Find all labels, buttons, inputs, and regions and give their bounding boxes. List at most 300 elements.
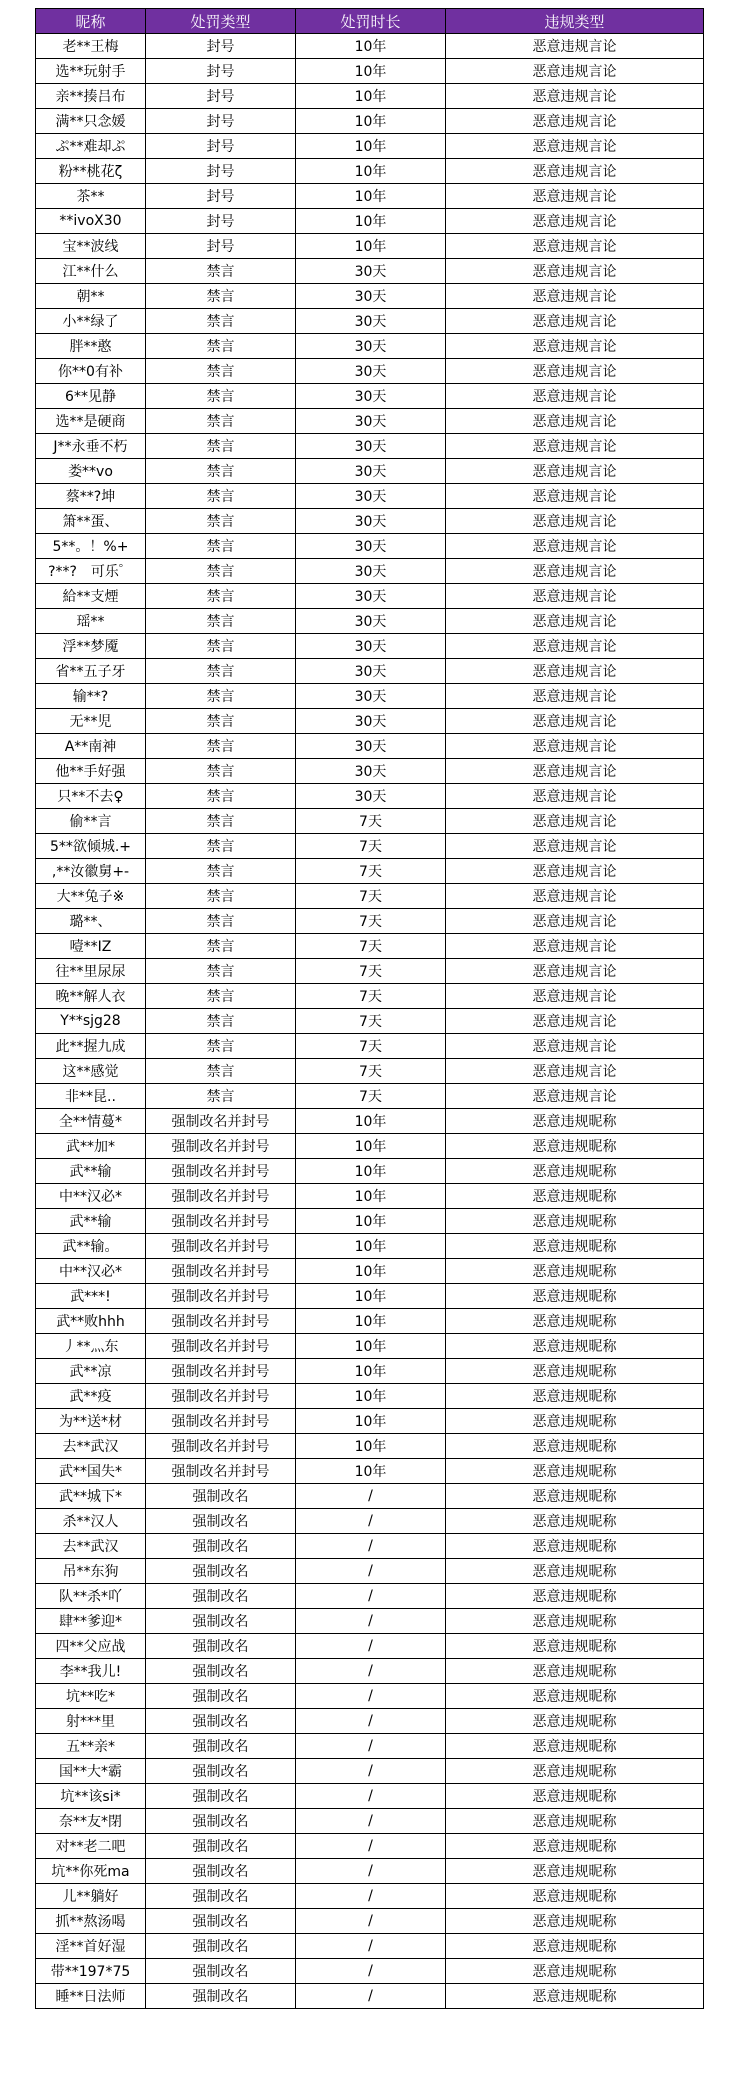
cell-violation-type: 恶意违规昵称 xyxy=(446,1159,704,1184)
cell-nickname: 儿**躺好 xyxy=(36,1884,146,1909)
cell-nickname: 朝** xyxy=(36,284,146,309)
cell-penalty-duration: 10年 xyxy=(296,1409,446,1434)
cell-penalty-duration: 10年 xyxy=(296,84,446,109)
cell-penalty-duration: 30天 xyxy=(296,559,446,584)
table-row xyxy=(36,159,704,184)
cell-nickname: Y**sjg28 xyxy=(36,1009,146,1034)
cell-penalty-type: 封号 xyxy=(146,234,296,259)
cell-violation-type: 恶意违规昵称 xyxy=(446,1184,704,1209)
cell-nickname: 输**? xyxy=(36,684,146,709)
cell-penalty-type: 强制改名并封号 xyxy=(146,1359,296,1384)
cell-penalty-type: 禁言 xyxy=(146,959,296,984)
cell-penalty-type: 强制改名 xyxy=(146,1909,296,1934)
cell-nickname: 武**城下* xyxy=(36,1484,146,1509)
table-row xyxy=(36,1384,704,1409)
cell-nickname: 5**欲倾城.+ xyxy=(36,834,146,859)
cell-penalty-type: 强制改名 xyxy=(146,1784,296,1809)
cell-nickname: J**永垂不朽 xyxy=(36,434,146,459)
cell-penalty-type: 强制改名并封号 xyxy=(146,1234,296,1259)
cell-penalty-type: 强制改名并封号 xyxy=(146,1309,296,1334)
cell-penalty-duration: 10年 xyxy=(296,1259,446,1284)
table-row xyxy=(36,734,704,759)
cell-penalty-type: 禁言 xyxy=(146,709,296,734)
table-row xyxy=(36,84,704,109)
cell-nickname: 只**不去♀ xyxy=(36,784,146,809)
table-row xyxy=(36,1809,704,1834)
cell-penalty-duration: 10年 xyxy=(296,1384,446,1409)
cell-penalty-duration: / xyxy=(296,1484,446,1509)
cell-penalty-type: 禁言 xyxy=(146,434,296,459)
table-row xyxy=(36,1109,704,1134)
cell-violation-type: 恶意违规言论 xyxy=(446,709,704,734)
cell-penalty-duration: / xyxy=(296,1884,446,1909)
table-row xyxy=(36,259,704,284)
cell-nickname: 武**输 xyxy=(36,1209,146,1234)
cell-penalty-type: 强制改名并封号 xyxy=(146,1134,296,1159)
cell-penalty-duration: / xyxy=(296,1909,446,1934)
cell-penalty-duration: 10年 xyxy=(296,1309,446,1334)
cell-nickname: 5**。！%+ xyxy=(36,534,146,559)
cell-penalty-duration: 7天 xyxy=(296,859,446,884)
cell-penalty-type: 强制改名并封号 xyxy=(146,1109,296,1134)
cell-penalty-type: 禁言 xyxy=(146,634,296,659)
cell-violation-type: 恶意违规言论 xyxy=(446,884,704,909)
cell-penalty-duration: 10年 xyxy=(296,1134,446,1159)
cell-penalty-duration: / xyxy=(296,1509,446,1534)
table-row xyxy=(36,184,704,209)
cell-violation-type: 恶意违规昵称 xyxy=(446,1784,704,1809)
cell-nickname: ?**? 可乐゜ xyxy=(36,559,146,584)
cell-penalty-type: 禁言 xyxy=(146,809,296,834)
cell-violation-type: 恶意违规言论 xyxy=(446,409,704,434)
cell-penalty-type: 禁言 xyxy=(146,684,296,709)
punishment-table-container xyxy=(35,8,703,2009)
cell-violation-type: 恶意违规昵称 xyxy=(446,1559,704,1584)
cell-penalty-duration: 10年 xyxy=(296,1284,446,1309)
cell-penalty-type: 禁言 xyxy=(146,859,296,884)
cell-penalty-duration: 7天 xyxy=(296,809,446,834)
cell-penalty-duration: 10年 xyxy=(296,1209,446,1234)
table-row xyxy=(36,1859,704,1884)
cell-penalty-duration: 30天 xyxy=(296,534,446,559)
cell-penalty-duration: 10年 xyxy=(296,1234,446,1259)
cell-penalty-type: 封号 xyxy=(146,84,296,109)
cell-nickname: 抓**熬汤喝 xyxy=(36,1909,146,1934)
cell-violation-type: 恶意违规言论 xyxy=(446,309,704,334)
cell-penalty-type: 禁言 xyxy=(146,659,296,684)
table-row xyxy=(36,709,704,734)
cell-penalty-type: 禁言 xyxy=(146,359,296,384)
cell-violation-type: 恶意违规言论 xyxy=(446,509,704,534)
table-row xyxy=(36,1409,704,1434)
cell-nickname: 噎**IZ xyxy=(36,934,146,959)
table-row xyxy=(36,1609,704,1634)
cell-penalty-duration: / xyxy=(296,1934,446,1959)
table-row xyxy=(36,1184,704,1209)
cell-penalty-duration: 30天 xyxy=(296,734,446,759)
cell-penalty-duration: 10年 xyxy=(296,1434,446,1459)
cell-penalty-type: 强制改名并封号 xyxy=(146,1384,296,1409)
cell-violation-type: 恶意违规言论 xyxy=(446,759,704,784)
cell-nickname: 6**见静 xyxy=(36,384,146,409)
table-row xyxy=(36,1084,704,1109)
cell-penalty-type: 强制改名并封号 xyxy=(146,1409,296,1434)
table-body xyxy=(36,34,704,2009)
cell-penalty-type: 禁言 xyxy=(146,759,296,784)
cell-penalty-duration: / xyxy=(296,1709,446,1734)
table-row xyxy=(36,1759,704,1784)
cell-penalty-duration: 30天 xyxy=(296,634,446,659)
cell-nickname: 去**武汉 xyxy=(36,1534,146,1559)
cell-violation-type: 恶意违规言论 xyxy=(446,359,704,384)
cell-penalty-type: 强制改名 xyxy=(146,1634,296,1659)
cell-penalty-duration: / xyxy=(296,1584,446,1609)
cell-penalty-type: 封号 xyxy=(146,109,296,134)
table-row xyxy=(36,859,704,884)
cell-violation-type: 恶意违规昵称 xyxy=(446,1984,704,2009)
table-row xyxy=(36,634,704,659)
table-row xyxy=(36,609,704,634)
cell-nickname: 給**支煙 xyxy=(36,584,146,609)
cell-penalty-duration: / xyxy=(296,1859,446,1884)
cell-violation-type: 恶意违规言论 xyxy=(446,234,704,259)
table-row xyxy=(36,1584,704,1609)
cell-nickname: 武**疫 xyxy=(36,1384,146,1409)
cell-violation-type: 恶意违规昵称 xyxy=(446,1684,704,1709)
cell-nickname: 粉**桃花ζ xyxy=(36,159,146,184)
cell-penalty-type: 禁言 xyxy=(146,734,296,759)
cell-nickname: 李**我儿! xyxy=(36,1659,146,1684)
cell-violation-type: 恶意违规言论 xyxy=(446,834,704,859)
cell-penalty-duration: 10年 xyxy=(296,209,446,234)
cell-penalty-duration: 30天 xyxy=(296,259,446,284)
table-row xyxy=(36,309,704,334)
cell-violation-type: 恶意违规言论 xyxy=(446,159,704,184)
cell-penalty-type: 强制改名并封号 xyxy=(146,1184,296,1209)
cell-penalty-duration: / xyxy=(296,1634,446,1659)
cell-nickname: 你**0有补 xyxy=(36,359,146,384)
table-row xyxy=(36,534,704,559)
cell-nickname: 淫**首好湿 xyxy=(36,1934,146,1959)
cell-violation-type: 恶意违规言论 xyxy=(446,1059,704,1084)
cell-penalty-duration: / xyxy=(296,1684,446,1709)
cell-nickname: 肆**爹迎* xyxy=(36,1609,146,1634)
table-row xyxy=(36,1234,704,1259)
cell-penalty-duration: 10年 xyxy=(296,34,446,59)
table-row xyxy=(36,334,704,359)
cell-violation-type: 恶意违规昵称 xyxy=(446,1284,704,1309)
cell-violation-type: 恶意违规言论 xyxy=(446,634,704,659)
cell-penalty-type: 强制改名 xyxy=(146,1484,296,1509)
cell-penalty-duration: 7天 xyxy=(296,1034,446,1059)
table-row xyxy=(36,784,704,809)
table-row xyxy=(36,584,704,609)
cell-nickname: 蔡**?坤 xyxy=(36,484,146,509)
cell-nickname: 中**汉必* xyxy=(36,1184,146,1209)
table-row xyxy=(36,209,704,234)
cell-nickname: 江**什么 xyxy=(36,259,146,284)
cell-violation-type: 恶意违规昵称 xyxy=(446,1709,704,1734)
cell-nickname: 他**手好强 xyxy=(36,759,146,784)
cell-penalty-duration: 7天 xyxy=(296,1084,446,1109)
cell-penalty-type: 强制改名 xyxy=(146,1584,296,1609)
cell-nickname: 胖**憨 xyxy=(36,334,146,359)
cell-penalty-duration: 10年 xyxy=(296,1184,446,1209)
punishment-table xyxy=(35,8,704,2009)
table-row xyxy=(36,559,704,584)
table-row xyxy=(36,1259,704,1284)
cell-nickname: 选**玩射手 xyxy=(36,59,146,84)
table-row xyxy=(36,234,704,259)
cell-penalty-type: 禁言 xyxy=(146,984,296,1009)
cell-violation-type: 恶意违规言论 xyxy=(446,209,704,234)
table-row xyxy=(36,459,704,484)
cell-nickname: **ivoX30 xyxy=(36,209,146,234)
cell-nickname: 武**败hhh xyxy=(36,1309,146,1334)
cell-penalty-type: 禁言 xyxy=(146,1034,296,1059)
cell-nickname: 中**汉必* xyxy=(36,1259,146,1284)
cell-penalty-type: 禁言 xyxy=(146,1084,296,1109)
cell-nickname: 箫**蛋、 xyxy=(36,509,146,534)
table-row xyxy=(36,1309,704,1334)
table-row xyxy=(36,1634,704,1659)
cell-penalty-duration: 30天 xyxy=(296,384,446,409)
cell-violation-type: 恶意违规言论 xyxy=(446,959,704,984)
cell-penalty-type: 强制改名 xyxy=(146,1734,296,1759)
table-row xyxy=(36,1359,704,1384)
table-row xyxy=(36,1909,704,1934)
table-row xyxy=(36,59,704,84)
table-row xyxy=(36,509,704,534)
cell-penalty-duration: 30天 xyxy=(296,484,446,509)
cell-penalty-type: 禁言 xyxy=(146,384,296,409)
cell-violation-type: 恶意违规言论 xyxy=(446,184,704,209)
cell-penalty-type: 封号 xyxy=(146,184,296,209)
cell-penalty-type: 禁言 xyxy=(146,309,296,334)
cell-violation-type: 恶意违规昵称 xyxy=(446,1359,704,1384)
cell-violation-type: 恶意违规昵称 xyxy=(446,1884,704,1909)
cell-penalty-duration: 7天 xyxy=(296,834,446,859)
table-row xyxy=(36,1034,704,1059)
table-row xyxy=(36,659,704,684)
cell-violation-type: 恶意违规昵称 xyxy=(446,1259,704,1284)
cell-nickname: 非**昆.. xyxy=(36,1084,146,1109)
cell-nickname: 晚**解人衣 xyxy=(36,984,146,1009)
cell-violation-type: 恶意违规言论 xyxy=(446,859,704,884)
cell-violation-type: 恶意违规昵称 xyxy=(446,1534,704,1559)
cell-penalty-duration: 30天 xyxy=(296,584,446,609)
cell-violation-type: 恶意违规言论 xyxy=(446,584,704,609)
cell-penalty-duration: / xyxy=(296,1609,446,1634)
cell-penalty-duration: / xyxy=(296,1809,446,1834)
cell-violation-type: 恶意违规昵称 xyxy=(446,1759,704,1784)
cell-nickname: 满**只念媛 xyxy=(36,109,146,134)
cell-penalty-type: 封号 xyxy=(146,134,296,159)
cell-penalty-type: 禁言 xyxy=(146,409,296,434)
cell-nickname: 选**是硬商 xyxy=(36,409,146,434)
table-row xyxy=(36,759,704,784)
cell-penalty-type: 封号 xyxy=(146,209,296,234)
cell-penalty-type: 禁言 xyxy=(146,884,296,909)
cell-nickname: 坑**吃* xyxy=(36,1684,146,1709)
cell-nickname: 去**武汉 xyxy=(36,1434,146,1459)
cell-nickname: 璐**、 xyxy=(36,909,146,934)
cell-nickname: 坑**该si* xyxy=(36,1784,146,1809)
cell-nickname: 坑**你死ma xyxy=(36,1859,146,1884)
table-row xyxy=(36,1059,704,1084)
table-row xyxy=(36,1834,704,1859)
table-row xyxy=(36,1734,704,1759)
table-row xyxy=(36,1884,704,1909)
cell-violation-type: 恶意违规言论 xyxy=(446,59,704,84)
cell-nickname: 奈**友*閉 xyxy=(36,1809,146,1834)
cell-penalty-duration: 30天 xyxy=(296,709,446,734)
table-row xyxy=(36,109,704,134)
cell-penalty-duration: 7天 xyxy=(296,909,446,934)
cell-penalty-duration: 30天 xyxy=(296,609,446,634)
table-row xyxy=(36,1284,704,1309)
cell-nickname: 娄**vo xyxy=(36,459,146,484)
cell-penalty-type: 禁言 xyxy=(146,609,296,634)
table-row xyxy=(36,409,704,434)
cell-violation-type: 恶意违规昵称 xyxy=(446,1209,704,1234)
cell-penalty-type: 强制改名 xyxy=(146,1709,296,1734)
cell-penalty-duration: / xyxy=(296,1834,446,1859)
cell-violation-type: 恶意违规昵称 xyxy=(446,1234,704,1259)
cell-nickname: 偷**言 xyxy=(36,809,146,834)
cell-penalty-type: 禁言 xyxy=(146,459,296,484)
cell-penalty-type: 强制改名 xyxy=(146,1759,296,1784)
cell-nickname: 吊**东狗 xyxy=(36,1559,146,1584)
cell-nickname: 浮**梦魇 xyxy=(36,634,146,659)
cell-penalty-duration: 10年 xyxy=(296,1334,446,1359)
cell-penalty-type: 禁言 xyxy=(146,559,296,584)
table-row xyxy=(36,959,704,984)
cell-penalty-duration: / xyxy=(296,1984,446,2009)
cell-penalty-type: 禁言 xyxy=(146,509,296,534)
cell-violation-type: 恶意违规言论 xyxy=(446,909,704,934)
cell-penalty-duration: / xyxy=(296,1734,446,1759)
cell-penalty-type: 强制改名并封号 xyxy=(146,1209,296,1234)
cell-penalty-type: 禁言 xyxy=(146,484,296,509)
cell-nickname: 带**197*75 xyxy=(36,1959,146,1984)
cell-violation-type: 恶意违规言论 xyxy=(446,609,704,634)
cell-penalty-duration: 10年 xyxy=(296,1459,446,1484)
cell-violation-type: 恶意违规言论 xyxy=(446,484,704,509)
table-row xyxy=(36,1159,704,1184)
cell-nickname: 武***! xyxy=(36,1284,146,1309)
cell-violation-type: 恶意违规言论 xyxy=(446,984,704,1009)
cell-penalty-type: 强制改名并封号 xyxy=(146,1434,296,1459)
cell-violation-type: 恶意违规昵称 xyxy=(446,1659,704,1684)
cell-violation-type: 恶意违规昵称 xyxy=(446,1509,704,1534)
cell-nickname: 全**情蔓* xyxy=(36,1109,146,1134)
cell-penalty-duration: 30天 xyxy=(296,759,446,784)
cell-nickname: 五**亲* xyxy=(36,1734,146,1759)
cell-nickname: 对**老二吧 xyxy=(36,1834,146,1859)
cell-nickname: 大**兔子※ xyxy=(36,884,146,909)
cell-violation-type: 恶意违规昵称 xyxy=(446,1934,704,1959)
cell-penalty-type: 强制改名 xyxy=(146,1959,296,1984)
cell-penalty-type: 强制改名 xyxy=(146,1934,296,1959)
cell-violation-type: 恶意违规言论 xyxy=(446,1034,704,1059)
cell-penalty-type: 强制改名并封号 xyxy=(146,1334,296,1359)
cell-penalty-type: 强制改名 xyxy=(146,1859,296,1884)
cell-violation-type: 恶意违规言论 xyxy=(446,434,704,459)
cell-violation-type: 恶意违规昵称 xyxy=(446,1134,704,1159)
cell-penalty-type: 强制改名 xyxy=(146,1659,296,1684)
cell-penalty-duration: / xyxy=(296,1534,446,1559)
table-row xyxy=(36,484,704,509)
table-row xyxy=(36,1559,704,1584)
table-row xyxy=(36,1209,704,1234)
cell-violation-type: 恶意违规昵称 xyxy=(446,1909,704,1934)
cell-penalty-duration: 7天 xyxy=(296,1059,446,1084)
cell-violation-type: 恶意违规昵称 xyxy=(446,1459,704,1484)
table-row xyxy=(36,684,704,709)
table-row xyxy=(36,359,704,384)
cell-penalty-type: 禁言 xyxy=(146,1059,296,1084)
cell-nickname: 往**里尿尿 xyxy=(36,959,146,984)
cell-nickname: 省**五子牙 xyxy=(36,659,146,684)
table-row xyxy=(36,1784,704,1809)
cell-penalty-type: 禁言 xyxy=(146,534,296,559)
table-row xyxy=(36,434,704,459)
cell-nickname: 四**父应战 xyxy=(36,1634,146,1659)
cell-violation-type: 恶意违规昵称 xyxy=(446,1734,704,1759)
table-row xyxy=(36,934,704,959)
cell-violation-type: 恶意违规言论 xyxy=(446,659,704,684)
cell-nickname: 瑶** xyxy=(36,609,146,634)
cell-penalty-duration: 10年 xyxy=(296,1109,446,1134)
cell-nickname: 武**加* xyxy=(36,1134,146,1159)
cell-penalty-duration: / xyxy=(296,1784,446,1809)
table-row xyxy=(36,1009,704,1034)
table-row xyxy=(36,134,704,159)
cell-penalty-duration: 7天 xyxy=(296,984,446,1009)
cell-penalty-type: 封号 xyxy=(146,159,296,184)
table-header-row xyxy=(36,9,704,34)
cell-penalty-duration: 30天 xyxy=(296,359,446,384)
cell-violation-type: 恶意违规昵称 xyxy=(446,1484,704,1509)
cell-violation-type: 恶意违规言论 xyxy=(446,1009,704,1034)
table-row xyxy=(36,1659,704,1684)
table-row xyxy=(36,284,704,309)
cell-penalty-duration: 30天 xyxy=(296,284,446,309)
cell-violation-type: 恶意违规言论 xyxy=(446,459,704,484)
table-row xyxy=(36,1434,704,1459)
cell-penalty-type: 强制改名 xyxy=(146,1534,296,1559)
cell-penalty-duration: 10年 xyxy=(296,134,446,159)
cell-violation-type: 恶意违规言论 xyxy=(446,34,704,59)
cell-violation-type: 恶意违规昵称 xyxy=(446,1334,704,1359)
cell-penalty-duration: 30天 xyxy=(296,334,446,359)
cell-penalty-type: 强制改名 xyxy=(146,1984,296,2009)
cell-penalty-duration: 10年 xyxy=(296,59,446,84)
table-row xyxy=(36,1984,704,2009)
table-row xyxy=(36,1134,704,1159)
header-violation-type: 违规类型 xyxy=(446,9,704,34)
table-row xyxy=(36,1509,704,1534)
table-row xyxy=(36,984,704,1009)
cell-penalty-type: 强制改名 xyxy=(146,1834,296,1859)
cell-penalty-type: 禁言 xyxy=(146,259,296,284)
cell-violation-type: 恶意违规昵称 xyxy=(446,1434,704,1459)
cell-violation-type: 恶意违规言论 xyxy=(446,559,704,584)
cell-nickname: A**南神 xyxy=(36,734,146,759)
cell-nickname: 亲**揍吕布 xyxy=(36,84,146,109)
cell-violation-type: 恶意违规昵称 xyxy=(446,1959,704,1984)
